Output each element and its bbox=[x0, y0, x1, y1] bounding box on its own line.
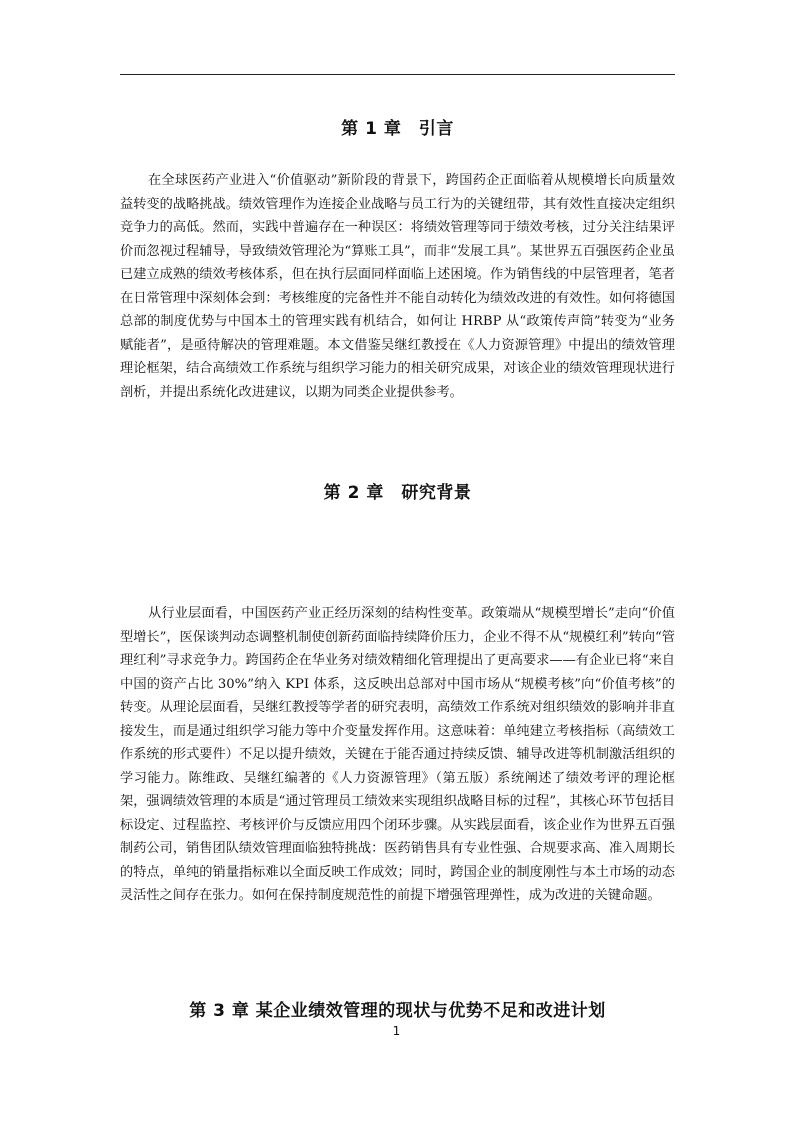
page-number: 1 bbox=[392, 1024, 401, 1038]
chapter-2-heading: 第 2 章 研究背景 bbox=[323, 483, 472, 503]
chapter-3-heading: 第 3 章 某企业绩效管理的现状与优势不足和改进计划 bbox=[189, 1001, 606, 1021]
chapter-1-paragraph: 在全球医药产业进入“价值驱动”新阶段的背景下，跨国药企正面临着从规模增长向质量效益转变的战略挑战。绩效管理作为连接企业战略与员工行为的关键纽带，其有效性直接决定组织竞争力的高低。然而，实践中普遍存在一种误区：将绩效管理等同于绩效考核，过分关注结果评价而忽视过程辅导，导致绩效管理沦为“算账工具”，而非“发展工具”。某世界五百强医药企业虽已建立成熟的绩效考核体系，但在执行层面同样面临上述困境。作为销售线的中层管理者，笔者在日常管理中深刻体会到：考核维度的完备性并不能自动转化为绩效改进的有效性。如何将德国总部的制度优势与中国本土的管理实践有机结合，如何让 HRBP 从“政策传声筒”转变为“业务赋能者”，是亟待解决的管理难题。本文借鉴吴继红教授在《人力资源管理》中提出的绩效管理理论框架，结合高绩效工作系统与组织学习能力的相关研究成果，对该企业的绩效管理现状进行剖析，并提出系统化改进建议，以期为同类企业提供参考。 bbox=[120, 173, 675, 400]
header-rule bbox=[120, 74, 675, 75]
chapter-1-heading: 第 1 章 引言 bbox=[341, 119, 454, 139]
chapter-2-paragraph: 从行业层面看，中国医药产业正经历深刻的结构性变革。政策端从“规模型增长”走向“价值型增长”，医保谈判动态调整机制使创新药面临持续降价压力，企业不得不从“规模红利”转向“管理红利”寻求竞争力。跨国药企在华业务对绩效精细化管理提出了更高要求——有企业已将“来自中国的资产占比 30%”纳入 KPI 体系，这反映出总部对中国市场从“规模考核”向“价值考核”的转变。从理论层面看，吴继红教授等学者的研究表明，高绩效工作系统对组织绩效的影响并非直接发生，而是通过组织学习能力等中介变量发挥作用。这意味着：单纯建立考核指标（高绩效工作系统的形式要件）不足以提升绩效，关键在于能否通过持续反馈、辅导改进等机制激活组织的学习能力。陈维政、吴继红编著的《人力资源管理》（第五版）系统阐述了绩效考评的理论框架，强调绩效管理的本质是“通过管理员工绩效来实现组织战略目标的过程”，其核心环节包括目标设定、过程监控、考核评价与反馈应用四个闭环步骤。从实践层面看，该企业作为世界五百强制药公司，销售团队绩效管理面临独特挑战：医药销售具有专业性强、合规要求高、准入周期长的特点，单纯的销量指标难以全面反映工作成效；同时，跨国企业的制度刚性与本土市场的动态灵活性之间存在张力。如何在保持制度规范性的前提下增强管理弹性，成为改进的关键命题。 bbox=[120, 606, 675, 903]
